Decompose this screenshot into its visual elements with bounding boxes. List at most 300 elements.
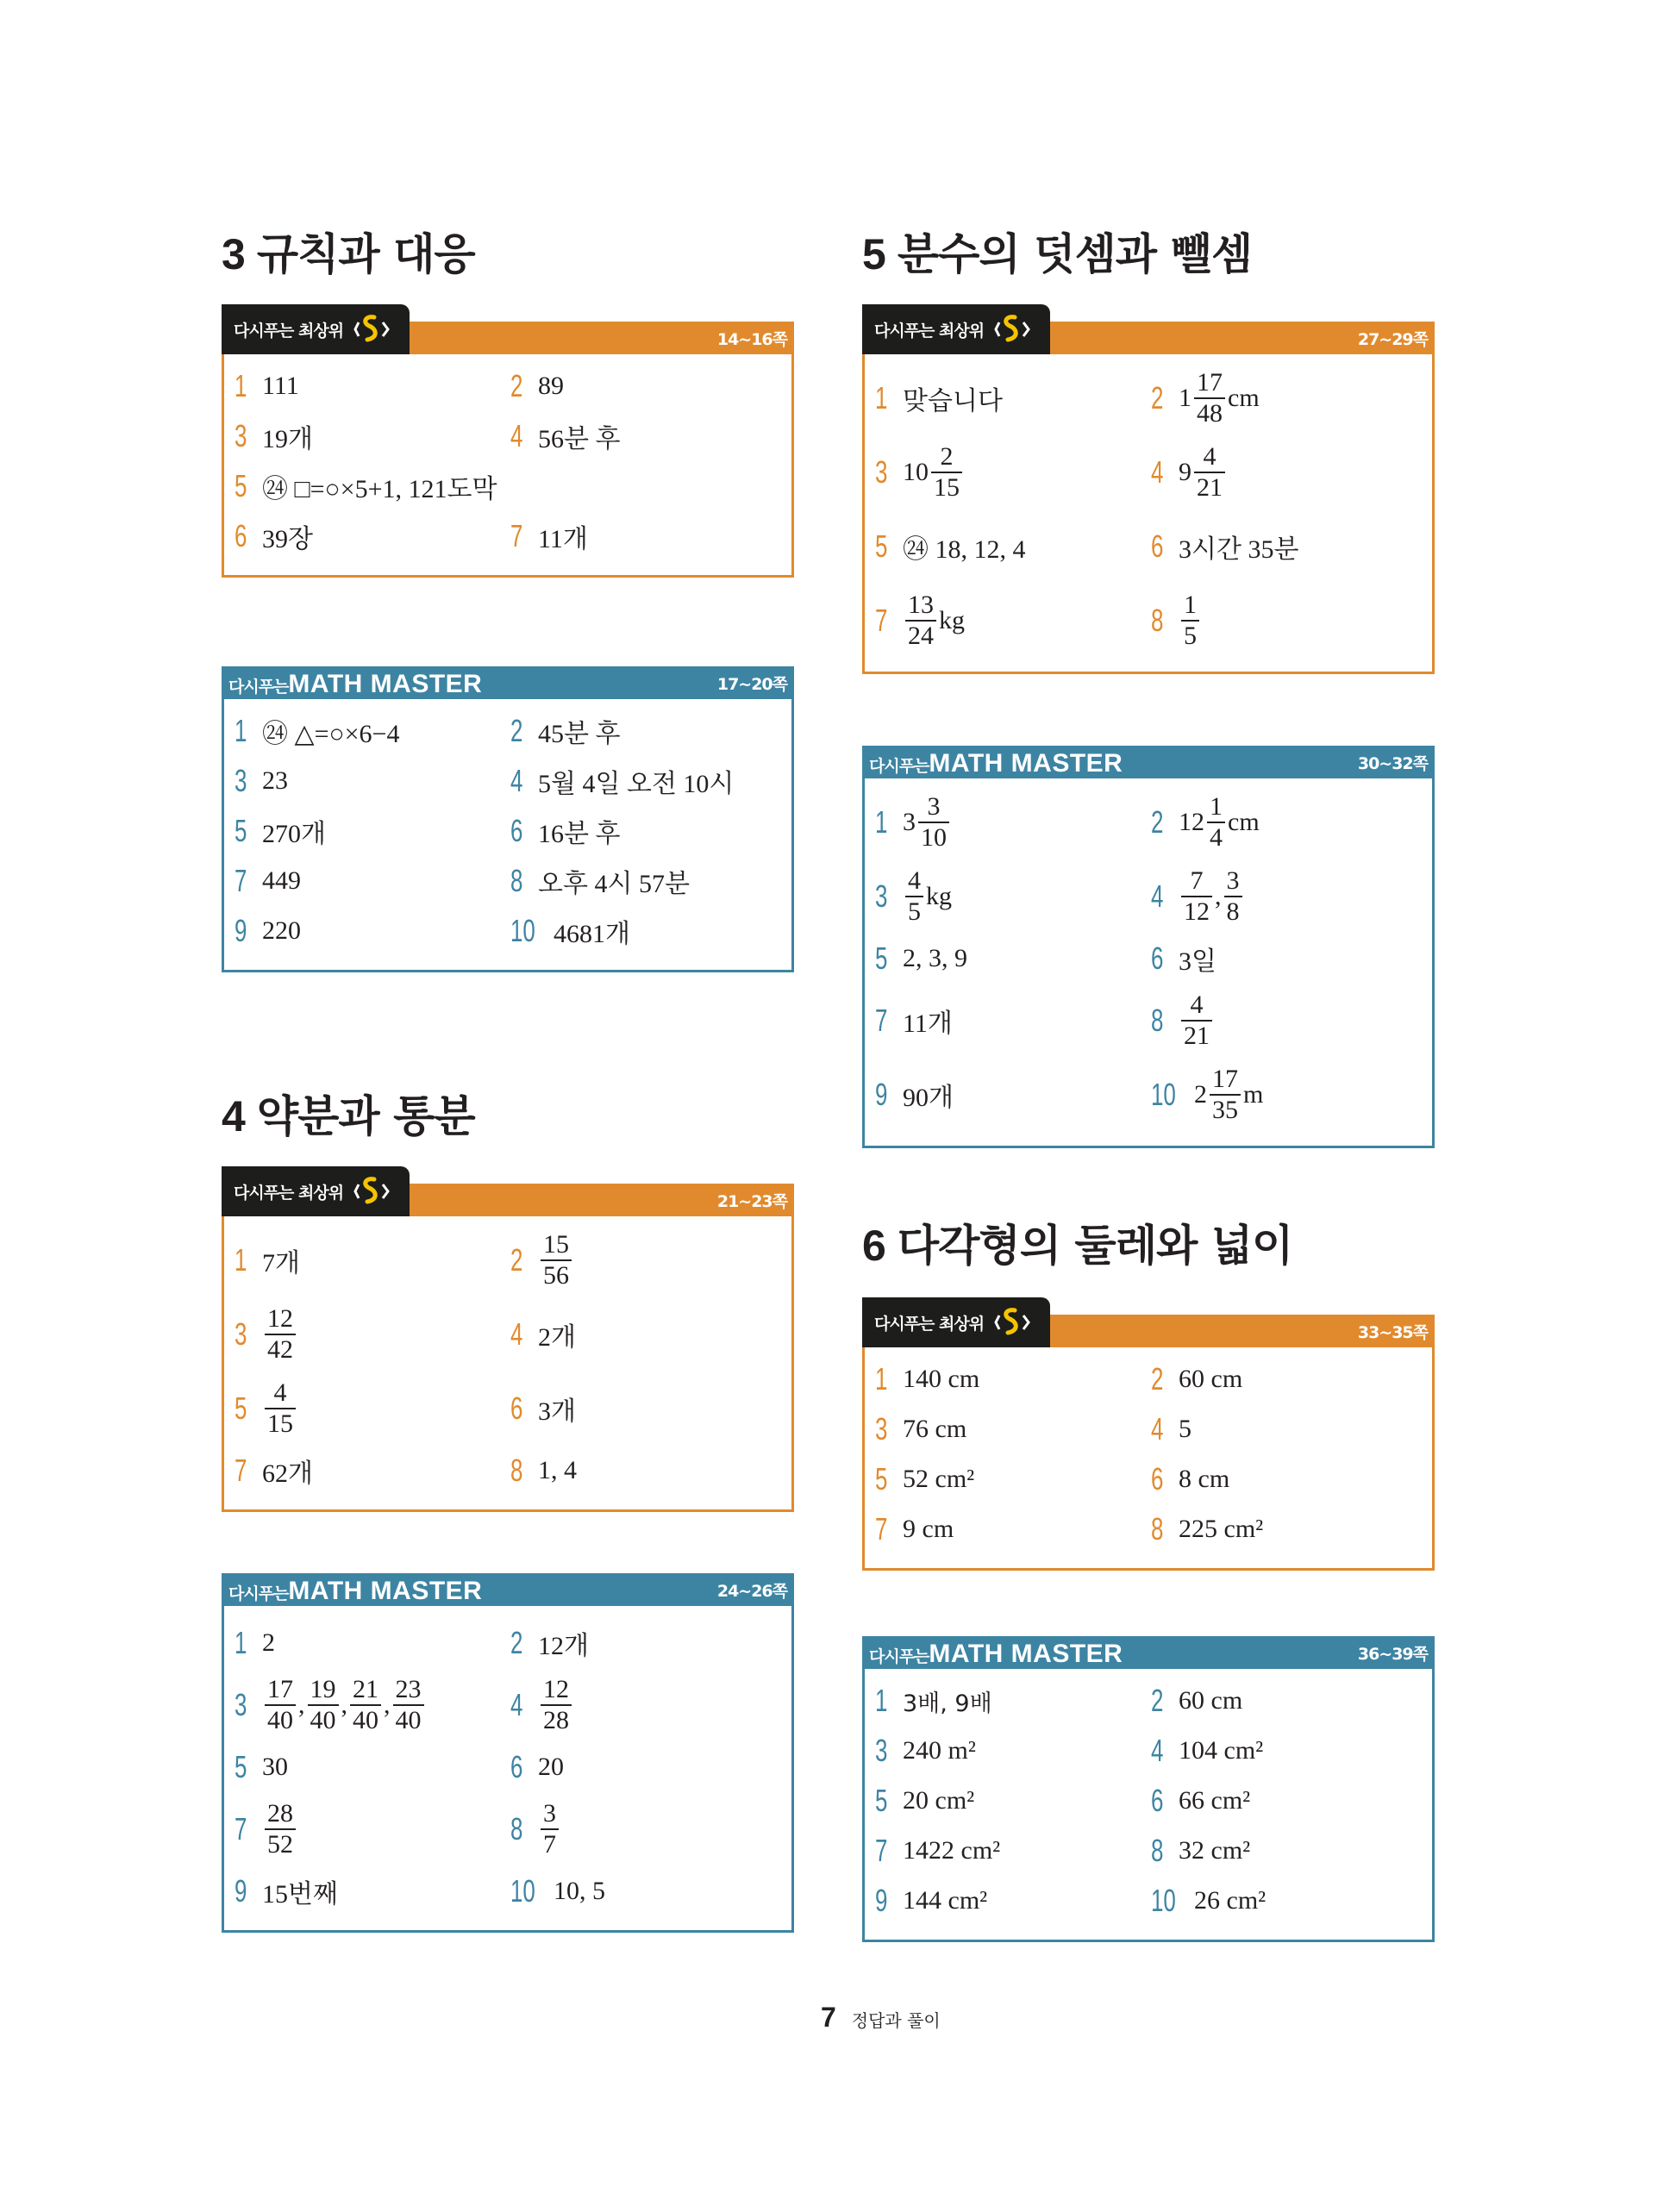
page-range: 30~32쪽	[1357, 754, 1428, 773]
numerator: 17	[1197, 368, 1223, 397]
answer-value: 60 cm	[1179, 1686, 1243, 1715]
denominator: 15	[931, 472, 962, 501]
answer-value: 62개	[262, 1459, 313, 1488]
denominator: 40	[393, 1704, 424, 1734]
answer-item	[875, 1058, 1151, 1132]
ch5-choesangwi-box	[862, 322, 1435, 674]
tab-label: 다시푸는 최상위	[874, 1314, 985, 1334]
answer-number: 9	[875, 1077, 888, 1112]
answer-value: 144 cm²	[903, 1886, 988, 1915]
answer-number: 1	[875, 380, 888, 416]
answer-number: 10	[1151, 1077, 1176, 1112]
answer-number: 9	[235, 913, 247, 948]
fraction	[541, 1232, 572, 1289]
fraction	[931, 444, 962, 501]
denominator: 24	[905, 620, 936, 649]
answer-item	[1151, 584, 1427, 658]
answer-value: 7개	[262, 1249, 300, 1278]
answer-item	[510, 361, 786, 411]
answer-number: 3	[875, 1411, 888, 1447]
answers-grid	[862, 1669, 1435, 1942]
answer-value: 11개	[538, 525, 588, 553]
answer-number: 6	[1151, 1461, 1164, 1497]
answer-value: 2	[262, 1628, 275, 1657]
answer-item	[1151, 509, 1427, 584]
answer-number: 5	[875, 1783, 888, 1818]
ch6-choesangwi-box	[862, 1315, 1435, 1571]
answer-value: 56분 후	[538, 425, 621, 453]
answer-item	[510, 756, 786, 806]
answer-value: 9 cm	[903, 1515, 954, 1543]
answer-number: 7	[875, 603, 888, 638]
answer-value: 5월 4일 오전 10시	[538, 770, 735, 798]
answer-item	[510, 1372, 786, 1446]
denominator: 12	[1181, 896, 1212, 925]
answer-number: 3	[235, 1687, 247, 1722]
answer-number: 6	[1151, 1783, 1164, 1818]
answer-number: 3	[235, 763, 247, 798]
answer-number: 6	[510, 1749, 523, 1784]
denominator: 10	[918, 822, 949, 851]
fraction	[1210, 1066, 1241, 1123]
answer-value: 23	[262, 766, 288, 795]
chapter-number: 5	[862, 230, 885, 278]
fraction	[905, 868, 923, 925]
answers-grid	[222, 1606, 794, 1933]
answer-item	[510, 511, 786, 561]
page-range: 17~20쪽	[716, 675, 787, 694]
answer-item	[875, 584, 1151, 658]
answer-item	[510, 1792, 786, 1866]
answer-value: 10, 5	[554, 1877, 605, 1905]
denominator: 40	[350, 1704, 381, 1734]
answer-number: 4	[510, 418, 523, 453]
tab-label: 다시푸는 최상위	[234, 1183, 344, 1203]
answer-item	[510, 856, 786, 906]
answer-item	[510, 1742, 786, 1792]
chapter-4-heading	[222, 1082, 475, 1144]
numerator: 15	[543, 1230, 569, 1259]
answer-number: 2	[510, 1242, 523, 1278]
answer-value: 2개	[538, 1323, 576, 1352]
answer-value: 11개	[903, 1009, 953, 1038]
whole-part: 9	[1179, 458, 1192, 486]
mm-prefix: 다시푸는	[228, 678, 289, 697]
answer-value: 89	[538, 372, 564, 400]
answer-item	[235, 1866, 510, 1916]
numerator: 3	[1226, 866, 1240, 895]
answer-value: 140 cm	[903, 1365, 980, 1393]
separator: ,	[298, 1690, 305, 1719]
answer-number: 7	[235, 863, 247, 898]
answer-number: 6	[1151, 940, 1164, 976]
unit: m	[1243, 1080, 1264, 1109]
numerator: 4	[908, 866, 921, 895]
answer-item	[1151, 859, 1427, 934]
s-logo-icon	[989, 1305, 1035, 1340]
answer-number: 2	[1151, 1361, 1164, 1397]
fraction	[1194, 444, 1225, 501]
answer-item	[235, 1297, 510, 1372]
answer-item	[235, 1792, 510, 1866]
answer-number: 4	[510, 1316, 523, 1352]
answer-value: 39장	[262, 525, 313, 553]
fraction	[1224, 868, 1242, 925]
chapter-title: 분수의 덧셈과 뺄셈	[897, 229, 1253, 279]
answer-item	[1151, 361, 1427, 435]
answer-number: 10	[510, 913, 535, 948]
answer-item	[235, 1668, 510, 1742]
denominator: 7	[541, 1828, 559, 1858]
choesangwi-tab	[862, 304, 1050, 354]
ch4-choesangwi-box	[222, 1184, 794, 1512]
answer-item	[235, 756, 510, 806]
answer-item	[875, 509, 1151, 584]
answer-item	[875, 1826, 1151, 1876]
math-master-title	[869, 749, 1123, 778]
answer-value: 270개	[262, 820, 326, 848]
mm-prefix: 다시푸는	[869, 1647, 929, 1666]
separator: ,	[384, 1690, 391, 1719]
answer-number: 3	[875, 454, 888, 490]
answer-item	[235, 1618, 510, 1668]
section-header-bar	[862, 746, 1435, 778]
answer-item	[875, 1504, 1151, 1554]
answer-value: 12개	[538, 1632, 589, 1660]
answer-item	[1151, 1454, 1427, 1504]
answers-grid	[222, 699, 794, 972]
answer-value: ㉔ △=○×6−4	[262, 720, 400, 748]
answer-item	[1151, 1504, 1427, 1554]
answer-value: 90개	[903, 1084, 954, 1112]
fraction	[308, 1677, 339, 1734]
fraction	[541, 1677, 572, 1734]
answer-number: 4	[1151, 1733, 1164, 1768]
answer-item	[235, 411, 510, 461]
fraction	[265, 1801, 296, 1858]
mm-title: MATH MASTER	[929, 1640, 1123, 1668]
answer-item	[510, 1223, 786, 1297]
ch3-math-master-box	[222, 666, 794, 972]
denominator: 8	[1224, 896, 1242, 925]
answer-value: 20 cm²	[903, 1786, 975, 1815]
answer-number: 2	[510, 713, 523, 748]
answer-number: 7	[235, 1811, 247, 1846]
denominator: 28	[541, 1704, 572, 1734]
answer-item	[1151, 1058, 1427, 1132]
denominator: 21	[1181, 1020, 1212, 1049]
numerator: 3	[927, 792, 941, 821]
answer-number: 6	[235, 518, 247, 553]
fraction	[265, 1677, 296, 1734]
answer-item	[510, 411, 786, 461]
answer-value: 8 cm	[1179, 1465, 1230, 1493]
answer-number: 7	[875, 1833, 888, 1868]
answer-item	[510, 906, 786, 956]
denominator: 42	[265, 1334, 296, 1363]
answer-number: 1	[875, 804, 888, 840]
answer-number: 10	[1151, 1883, 1176, 1918]
page-range: 14~16쪽	[716, 330, 787, 349]
ch6-math-master-box	[862, 1636, 1435, 1942]
unit: kg	[939, 606, 965, 634]
separator: ,	[341, 1690, 347, 1719]
answer-item	[1151, 785, 1427, 859]
choesangwi-tab	[862, 1297, 1050, 1347]
answer-value: 3시간 35분	[1179, 535, 1299, 564]
answer-value: 45분 후	[538, 720, 621, 748]
answer-number: 7	[235, 1453, 247, 1488]
answer-item	[875, 1726, 1151, 1776]
answer-item	[510, 1297, 786, 1372]
answer-number: 5	[875, 940, 888, 976]
fraction	[1181, 868, 1212, 925]
unit: kg	[926, 882, 952, 910]
separator: ,	[1215, 882, 1222, 910]
answer-item	[1151, 1354, 1427, 1404]
fraction	[1194, 370, 1225, 427]
chapter-title: 약분과 통분	[256, 1091, 475, 1141]
numerator: 7	[1190, 866, 1204, 895]
section-header-bar	[222, 666, 794, 699]
tab-label: 다시푸는 최상위	[874, 321, 985, 341]
answers-grid	[862, 354, 1435, 674]
answer-value: 맞습니다	[903, 387, 1003, 416]
numerator: 1	[1210, 792, 1223, 821]
choesangwi-tab	[222, 304, 410, 354]
answer-number: 1	[875, 1361, 888, 1397]
answer-item	[235, 361, 510, 411]
answer-value: 220	[262, 916, 301, 945]
whole-part: 12	[1179, 808, 1204, 836]
fraction	[393, 1677, 424, 1734]
answer-item	[875, 785, 1151, 859]
answer-item	[235, 806, 510, 856]
answer-item	[1151, 1726, 1427, 1776]
answer-number: 3	[875, 1733, 888, 1768]
answer-value: 30	[262, 1753, 288, 1781]
answer-value: 4681개	[554, 920, 630, 948]
page-number: 7	[821, 2002, 836, 2033]
chapter-6-heading	[862, 1211, 1292, 1273]
answer-item	[875, 1404, 1151, 1454]
chapter-number: 4	[222, 1092, 245, 1140]
answer-number: 1	[235, 713, 247, 748]
section-header-bar	[222, 322, 794, 354]
numerator: 4	[1190, 990, 1204, 1019]
fraction	[1181, 992, 1212, 1049]
chapter-3-heading	[222, 220, 475, 282]
answer-value: 2, 3, 9	[903, 944, 967, 972]
s-logo-icon	[989, 312, 1035, 347]
answers-grid	[222, 354, 794, 578]
answer-value: 225 cm²	[1179, 1515, 1264, 1543]
section-header-bar	[862, 1636, 1435, 1669]
answer-value: ㉔ 18, 12, 4	[903, 535, 1026, 564]
fraction	[541, 1801, 559, 1858]
answer-value: 3일	[1179, 947, 1217, 976]
page-footer	[821, 2002, 941, 2034]
page-range: 36~39쪽	[1357, 1645, 1428, 1664]
whole-part: 1	[1179, 384, 1192, 412]
numerator: 23	[395, 1675, 422, 1703]
answer-number: 9	[235, 1873, 247, 1909]
answer-item	[1151, 1776, 1427, 1826]
answer-item	[875, 435, 1151, 509]
section-header-bar	[222, 1573, 794, 1606]
whole-part: 10	[903, 458, 929, 486]
answer-item	[1151, 1404, 1427, 1454]
answer-item	[1151, 435, 1427, 509]
page-range: 27~29쪽	[1357, 330, 1428, 349]
denominator: 40	[308, 1704, 339, 1734]
chapter-title: 규칙과 대응	[256, 229, 475, 279]
fraction	[1207, 794, 1225, 851]
answer-number: 6	[510, 1390, 523, 1426]
answer-item	[875, 1776, 1151, 1826]
unit: cm	[1228, 808, 1260, 836]
answer-number: 8	[1151, 603, 1164, 638]
fraction	[918, 794, 949, 851]
denominator: 4	[1207, 822, 1225, 851]
answer-number: 7	[510, 518, 523, 553]
answer-item	[235, 1372, 510, 1446]
page-range: 21~23쪽	[716, 1192, 787, 1211]
answer-value: ㉔ □=○×5+1, 121도막	[262, 475, 497, 503]
numerator: 4	[1203, 442, 1217, 471]
answer-value: 449	[262, 866, 301, 895]
answer-item	[875, 1454, 1151, 1504]
section-header-bar	[222, 1184, 794, 1216]
answer-item	[1151, 1676, 1427, 1726]
answer-value: 15번째	[262, 1880, 338, 1909]
denominator: 48	[1194, 397, 1225, 427]
answer-item	[1151, 984, 1427, 1058]
answer-number: 1	[235, 1625, 247, 1660]
numerator: 21	[353, 1675, 378, 1703]
page-range: 33~35쪽	[1357, 1323, 1428, 1342]
mm-prefix: 다시푸는	[228, 1584, 289, 1603]
unit: cm	[1228, 384, 1260, 412]
answer-item	[1151, 934, 1427, 984]
numerator: 3	[543, 1799, 556, 1828]
answer-item	[875, 1354, 1151, 1404]
answer-number: 6	[1151, 528, 1164, 564]
answer-item	[510, 1866, 786, 1916]
answer-number: 2	[1151, 804, 1164, 840]
answer-item	[510, 1668, 786, 1742]
answer-number: 4	[1151, 878, 1164, 914]
answer-number: 7	[875, 1511, 888, 1547]
answer-number: 5	[875, 528, 888, 564]
page-range: 24~26쪽	[716, 1582, 787, 1601]
denominator: 5	[905, 896, 923, 925]
answer-value: 240 m²	[903, 1736, 976, 1765]
answer-item	[1151, 1826, 1427, 1876]
answer-value: 16분 후	[538, 820, 621, 848]
answer-value: 52 cm²	[903, 1465, 975, 1493]
numerator: 13	[908, 590, 934, 619]
answer-number: 8	[510, 1811, 523, 1846]
answer-value: 26 cm²	[1194, 1886, 1267, 1915]
denominator: 5	[1181, 620, 1199, 649]
answers-grid	[222, 1216, 794, 1512]
choesangwi-tab	[222, 1166, 410, 1216]
answer-value: 1422 cm²	[903, 1836, 1001, 1865]
answer-value: 오후 4시 57분	[538, 870, 690, 898]
answer-number: 3	[875, 878, 888, 914]
numerator: 28	[267, 1799, 293, 1828]
answer-value: 76 cm	[903, 1415, 967, 1443]
answer-number: 5	[875, 1461, 888, 1497]
whole-part: 2	[1194, 1080, 1207, 1109]
answer-number: 6	[510, 813, 523, 848]
fraction	[265, 1380, 296, 1437]
fraction	[905, 592, 936, 649]
numerator: 12	[543, 1675, 569, 1703]
mm-title: MATH MASTER	[929, 749, 1123, 778]
tab-label: 다시푸는 최상위	[234, 321, 344, 341]
answer-item	[510, 806, 786, 856]
ch5-math-master-box	[862, 746, 1435, 1148]
answer-item	[235, 856, 510, 906]
answer-number: 8	[510, 1453, 523, 1488]
answer-number: 2	[510, 368, 523, 403]
ch4-math-master-box	[222, 1573, 794, 1933]
answer-number: 2	[1151, 1683, 1164, 1718]
math-master-title	[869, 1640, 1123, 1669]
math-master-title	[228, 1577, 482, 1606]
chapter-5-heading	[862, 220, 1252, 282]
answer-value: 111	[262, 372, 299, 400]
math-master-title	[228, 670, 482, 699]
answer-item	[875, 984, 1151, 1058]
answer-item	[510, 706, 786, 756]
answer-value: 104 cm²	[1179, 1736, 1264, 1765]
answer-number: 1	[875, 1683, 888, 1718]
answer-value: 19개	[262, 425, 313, 453]
whole-part: 3	[903, 808, 916, 836]
answer-item	[1151, 1876, 1427, 1926]
fraction	[350, 1677, 381, 1734]
answer-value: 66 cm²	[1179, 1786, 1251, 1815]
answer-number: 3	[235, 418, 247, 453]
s-logo-icon	[348, 312, 395, 347]
answer-number: 7	[875, 1003, 888, 1038]
answer-number: 5	[235, 1749, 247, 1784]
answer-item	[235, 706, 510, 756]
denominator: 21	[1194, 472, 1225, 501]
answer-value: 32 cm²	[1179, 1836, 1251, 1865]
numerator: 4	[273, 1378, 287, 1407]
answer-item	[235, 906, 510, 956]
denominator: 52	[265, 1828, 296, 1858]
numerator: 17	[1212, 1065, 1238, 1093]
answer-item	[235, 461, 786, 511]
answer-number: 8	[1151, 1003, 1164, 1038]
chapter-number: 6	[862, 1222, 885, 1270]
answer-item	[875, 934, 1151, 984]
answer-item	[235, 1742, 510, 1792]
answer-value: 3배, 9배	[903, 1690, 992, 1717]
answer-number: 2	[1151, 380, 1164, 416]
mm-prefix: 다시푸는	[869, 757, 929, 776]
s-logo-icon	[348, 1174, 395, 1209]
answer-value: 60 cm	[1179, 1365, 1243, 1393]
denominator: 35	[1210, 1094, 1241, 1123]
fraction	[1181, 592, 1199, 649]
mm-title: MATH MASTER	[288, 1577, 483, 1605]
